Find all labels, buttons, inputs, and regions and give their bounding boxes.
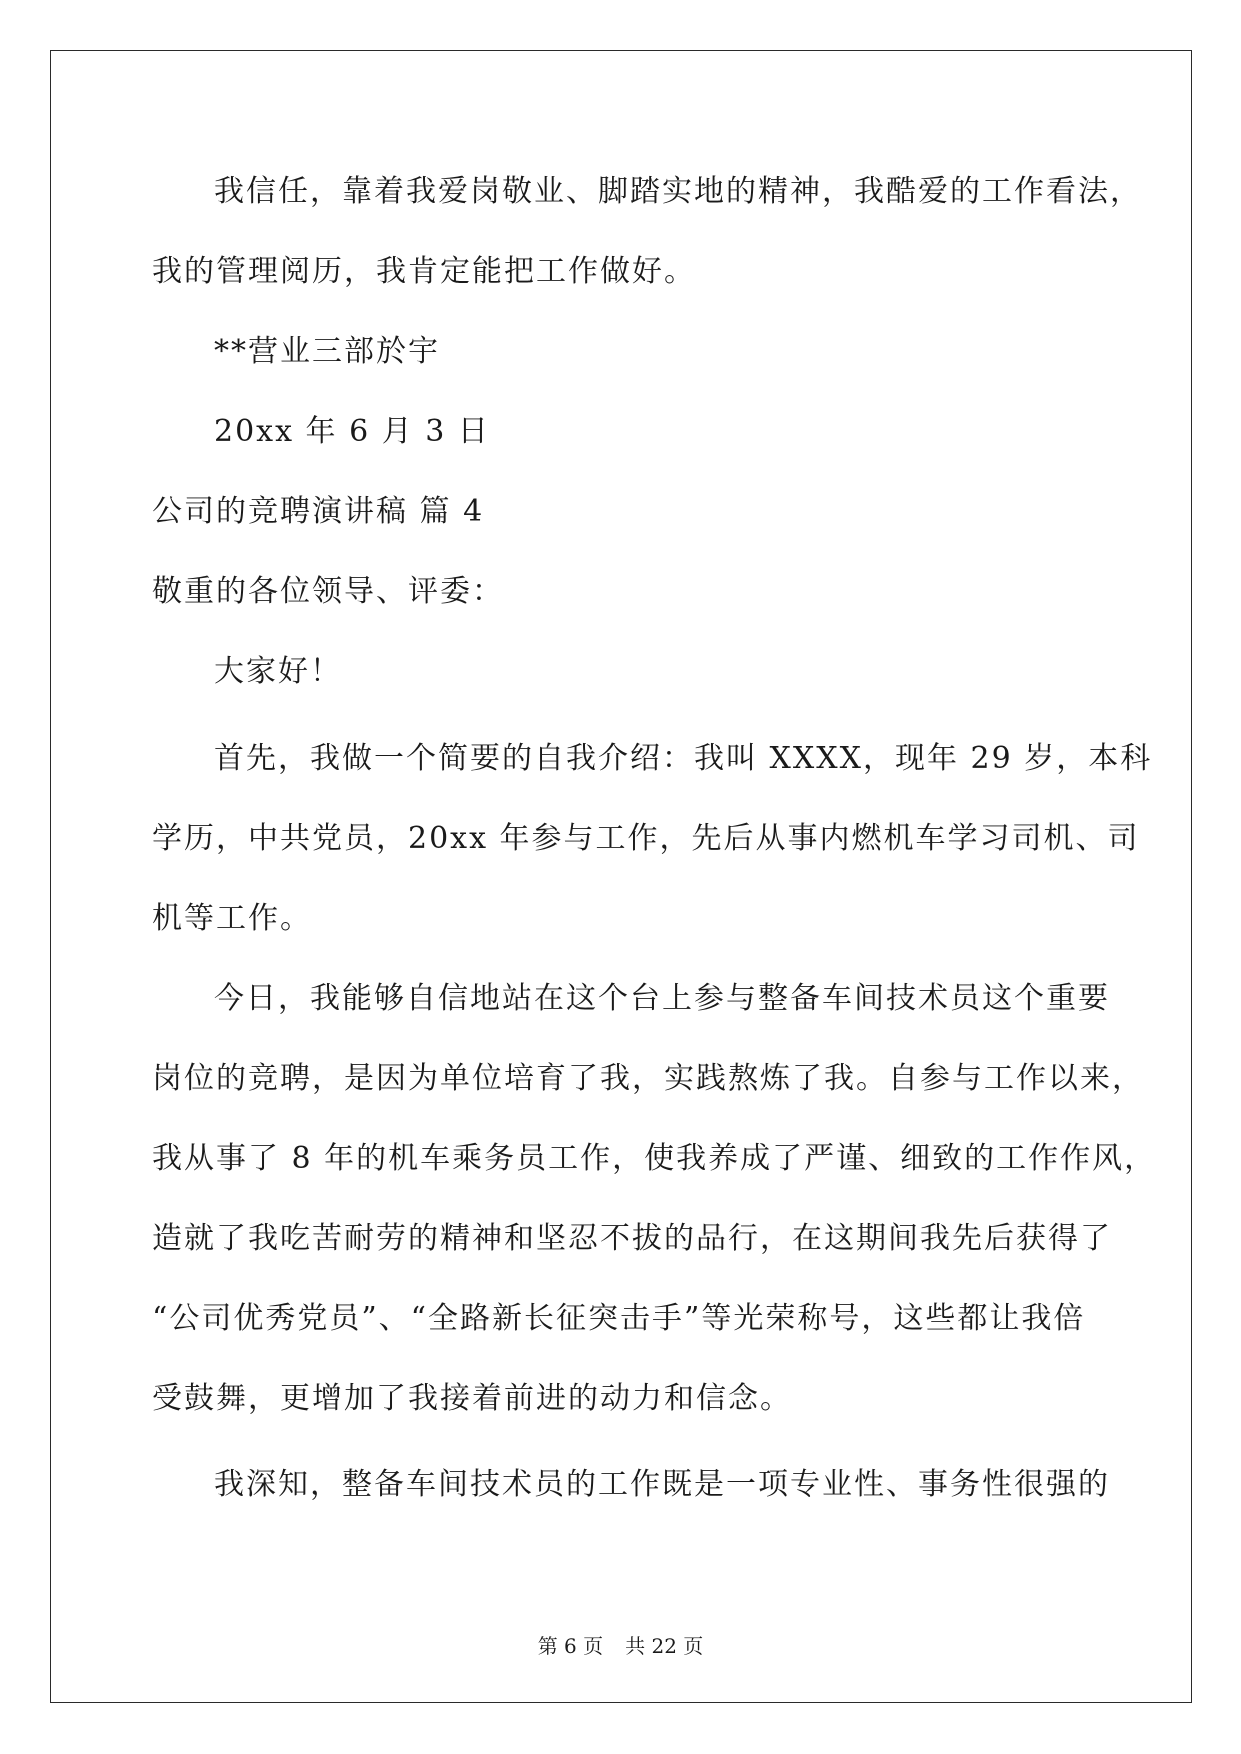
paragraph-line: 我从事了 8 年的机车乘务员工作，使我养成了严谨、细致的工作作风， [152,1141,1157,1176]
page-number: 第 6 页 [537,1634,604,1658]
paragraph-line: 我信任，靠着我爱岗敬业、脚踏实地的精神，我酷爱的工作看法， [214,174,1142,209]
paragraph-line: 机等工作。 [152,901,312,936]
paragraph-line: “公司优秀党员”、“全路新长征突击手”等光荣称号，这些都让我倍 [152,1301,1086,1336]
paragraph-line: 造就了我吃苦耐劳的精神和坚忍不拔的品行，在这期间我先后获得了 [152,1221,1112,1256]
paragraph-line: 我的管理阅历，我肯定能把工作做好。 [152,254,696,289]
paragraph-line: 受鼓舞，更增加了我接着前进的动力和信念。 [152,1381,792,1416]
paragraph-line: 首先，我做一个简要的自我介绍：我叫 XXXX，现年 29 岁，本科 [214,741,1153,776]
paragraph-line: 今日，我能够自信地站在这个台上参与整备车间技术员这个重要 [214,981,1110,1016]
paragraph-line: 我深知，整备车间技术员的工作既是一项专业性、事务性很强的 [214,1467,1110,1502]
paragraph-line: 学历，中共党员，20xx 年参与工作，先后从事内燃机车学习司机、司 [152,821,1140,856]
date-line: 20xx 年 6 月 3 日 [214,414,490,449]
paragraph-line: 岗位的竞聘，是因为单位培育了我，实践熬炼了我。自参与工作以来， [152,1061,1144,1096]
salutation: 敬重的各位领导、评委： [152,574,504,609]
signature-line: **营业三部於宇 [214,334,440,369]
page-total: 共 22 页 [625,1634,704,1658]
section-title: 公司的竞聘演讲稿 篇 4 [152,494,485,529]
page-footer [0,1630,1241,1659]
greeting: 大家好！ [214,654,342,689]
